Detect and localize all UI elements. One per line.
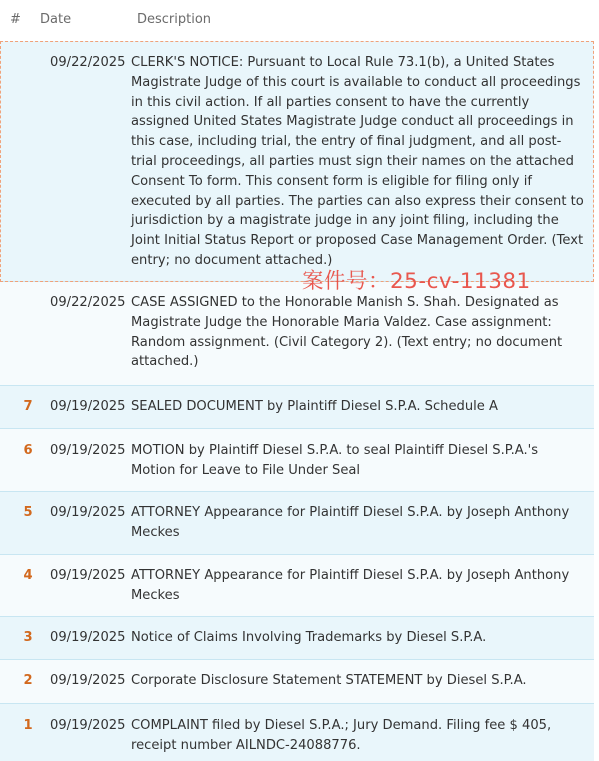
- table-row[interactable]: [0, 429, 594, 492]
- entry-number: 4: [23, 568, 33, 583]
- header-number: #: [10, 12, 21, 27]
- table-row[interactable]: [0, 617, 594, 660]
- entry-description: CASE ASSIGNED to the Honorable Manish S. Shah. Designated as Magistrate Judge the Honorable Maria Valdez. Case assignment: Random assignment. (Civil Category 2). (Text entry; no document attached.): [131, 295, 563, 370]
- entry-date: 09/19/2025: [50, 399, 126, 414]
- entry-number: 3: [23, 630, 33, 645]
- entry-date: 09/19/2025: [50, 718, 126, 733]
- table-row[interactable]: [0, 41, 594, 282]
- table-row[interactable]: [0, 660, 594, 704]
- entry-description: MOTION by Plaintiff Diesel S.P.A. to seal Plaintiff Diesel S.P.A.'s Motion for Leave to File Under Seal: [131, 443, 539, 478]
- entry-number: 2: [23, 673, 33, 688]
- header-description: Description: [137, 12, 212, 27]
- entry-description: Corporate Disclosure Statement STATEMENT by Diesel S.P.A.: [131, 673, 527, 688]
- table-header: [0, 0, 599, 41]
- table-row[interactable]: [0, 386, 594, 429]
- entry-date: 09/19/2025: [50, 443, 126, 458]
- header-date: Date: [40, 12, 72, 27]
- entry-number: 6: [23, 443, 33, 458]
- entry-date: 09/19/2025: [50, 505, 126, 520]
- entry-description: CLERK'S NOTICE: Pursuant to Local Rule 73.1(b), a United States Magistrate Judge of this court is available to conduct all proceedings in this civil action. If all parties consent to have the currently assigned United States Magistrate Judge conduct all proceedings in this case, including trial, the entry of final judgment, and all post-trial proceedings, all parties must sign their names on the attached Consent To form. This consent form is eligible for filing only if executed by all parties. The parties can also express their consent to jurisdiction by a magistrate judge in any joint filing, including the Joint Initial Status Report or proposed Case Management Order. (Text entry; no document attached.): [131, 55, 584, 268]
- entry-date: 09/19/2025: [50, 630, 126, 645]
- docket-table: [0, 41, 594, 761]
- entry-number: 1: [23, 718, 33, 733]
- table-row[interactable]: [0, 555, 594, 617]
- entry-description: ATTORNEY Appearance for Plaintiff Diesel S.P.A. by Joseph Anthony Meckes: [131, 568, 570, 603]
- entry-number: 5: [23, 505, 33, 520]
- entry-number: 7: [23, 399, 33, 414]
- entry-date: 09/22/2025: [50, 295, 126, 310]
- table-row[interactable]: [0, 492, 594, 555]
- entry-description: Notice of Claims Involving Trademarks by Diesel S.P.A.: [131, 630, 487, 645]
- entry-date: 09/22/2025: [50, 55, 126, 70]
- table-row[interactable]: [0, 282, 594, 386]
- entry-date: 09/19/2025: [50, 673, 126, 688]
- entry-description: SEALED DOCUMENT by Plaintiff Diesel S.P.A. Schedule A: [131, 399, 498, 414]
- entry-description: ATTORNEY Appearance for Plaintiff Diesel S.P.A. by Joseph Anthony Meckes: [131, 505, 570, 540]
- entry-date: 09/19/2025: [50, 568, 126, 583]
- entry-description: COMPLAINT filed by Diesel S.P.A.; Jury Demand. Filing fee $ 405, receipt number AILNDC-24088776.: [131, 718, 552, 753]
- table-row[interactable]: [0, 704, 594, 761]
- case-number-watermark: 案件号：25-cv-11381: [302, 269, 531, 294]
